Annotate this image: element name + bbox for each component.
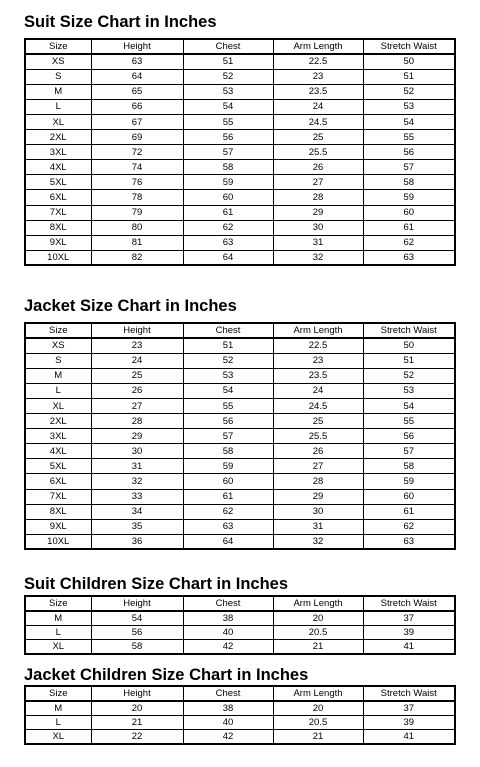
cell-size: 8XL — [25, 504, 91, 519]
cell-stretch-waist: 37 — [363, 611, 455, 626]
column-header-size: Size — [25, 323, 91, 338]
column-header-size: Size — [25, 39, 91, 54]
cell-size: 2XL — [25, 130, 91, 145]
cell-stretch-waist: 39 — [363, 625, 455, 640]
cell-height: 67 — [91, 114, 183, 129]
cell-arm-length: 24.5 — [273, 398, 363, 413]
cell-height: 78 — [91, 190, 183, 205]
cell-height: 26 — [91, 383, 183, 398]
cell-size: M — [25, 611, 91, 626]
cell-size: 7XL — [25, 489, 91, 504]
cell-arm-length: 32 — [273, 534, 363, 549]
cell-chest: 55 — [183, 114, 273, 129]
cell-size: M — [25, 701, 91, 716]
cell-stretch-waist: 52 — [363, 84, 455, 99]
jacket-children-size-table — [24, 685, 456, 745]
column-header-chest: Chest — [183, 596, 273, 611]
column-header-stretch-waist: Stretch Waist — [363, 686, 455, 701]
cell-chest: 62 — [183, 220, 273, 235]
table-header-row — [25, 323, 455, 338]
cell-chest: 64 — [183, 250, 273, 265]
cell-arm-length: 27 — [273, 459, 363, 474]
cell-chest: 60 — [183, 474, 273, 489]
cell-arm-length: 20.5 — [273, 625, 363, 640]
cell-size: XL — [25, 730, 91, 745]
table-row — [25, 205, 455, 220]
cell-size: M — [25, 84, 91, 99]
column-header-chest: Chest — [183, 323, 273, 338]
cell-height: 29 — [91, 429, 183, 444]
cell-size: L — [25, 715, 91, 730]
cell-height: 79 — [91, 205, 183, 220]
table-row — [25, 611, 455, 626]
table-row — [25, 383, 455, 398]
cell-size: S — [25, 353, 91, 368]
cell-height: 21 — [91, 715, 183, 730]
cell-arm-length: 24 — [273, 383, 363, 398]
column-header-stretch-waist: Stretch Waist — [363, 323, 455, 338]
cell-stretch-waist: 41 — [363, 640, 455, 655]
cell-height: 32 — [91, 474, 183, 489]
cell-size: 6XL — [25, 474, 91, 489]
table-row — [25, 489, 455, 504]
table-row — [25, 99, 455, 114]
table-row — [25, 220, 455, 235]
cell-height: 33 — [91, 489, 183, 504]
cell-chest: 57 — [183, 145, 273, 160]
table-row — [25, 459, 455, 474]
cell-stretch-waist: 58 — [363, 175, 455, 190]
cell-chest: 63 — [183, 519, 273, 534]
cell-arm-length: 25.5 — [273, 145, 363, 160]
column-header-chest: Chest — [183, 39, 273, 54]
column-header-arm-length: Arm Length — [273, 596, 363, 611]
cell-arm-length: 20 — [273, 701, 363, 716]
jacket-chart-title: Jacket Size Chart in Inches — [24, 297, 237, 315]
cell-height: 58 — [91, 640, 183, 655]
cell-height: 23 — [91, 338, 183, 353]
cell-size: M — [25, 368, 91, 383]
cell-height: 63 — [91, 54, 183, 69]
cell-chest: 51 — [183, 54, 273, 69]
cell-chest: 61 — [183, 205, 273, 220]
table-row — [25, 145, 455, 160]
table-row — [25, 701, 455, 716]
cell-stretch-waist: 53 — [363, 383, 455, 398]
column-header-height: Height — [91, 39, 183, 54]
suit-chart-title: Suit Size Chart in Inches — [24, 13, 217, 31]
table-row — [25, 534, 455, 549]
cell-arm-length: 30 — [273, 220, 363, 235]
cell-arm-length: 23 — [273, 353, 363, 368]
table-row — [25, 235, 455, 250]
cell-arm-length: 23 — [273, 69, 363, 84]
cell-height: 56 — [91, 625, 183, 640]
cell-height: 25 — [91, 368, 183, 383]
cell-height: 81 — [91, 235, 183, 250]
cell-stretch-waist: 61 — [363, 504, 455, 519]
cell-height: 20 — [91, 701, 183, 716]
column-header-chest: Chest — [183, 686, 273, 701]
cell-size: L — [25, 625, 91, 640]
table-row — [25, 69, 455, 84]
table-row — [25, 398, 455, 413]
table-row — [25, 504, 455, 519]
column-header-stretch-waist: Stretch Waist — [363, 39, 455, 54]
cell-arm-length: 31 — [273, 519, 363, 534]
cell-size: 10XL — [25, 534, 91, 549]
cell-stretch-waist: 62 — [363, 519, 455, 534]
cell-arm-length: 23.5 — [273, 368, 363, 383]
cell-height: 66 — [91, 99, 183, 114]
table-row — [25, 625, 455, 640]
cell-size: S — [25, 69, 91, 84]
cell-stretch-waist: 39 — [363, 715, 455, 730]
cell-arm-length: 21 — [273, 640, 363, 655]
cell-arm-length: 30 — [273, 504, 363, 519]
cell-size: XL — [25, 398, 91, 413]
cell-stretch-waist: 51 — [363, 353, 455, 368]
table-row — [25, 250, 455, 265]
cell-chest: 52 — [183, 353, 273, 368]
cell-height: 69 — [91, 130, 183, 145]
jacket-size-table — [24, 322, 456, 550]
cell-size: 4XL — [25, 444, 91, 459]
column-header-arm-length: Arm Length — [273, 323, 363, 338]
cell-size: 2XL — [25, 414, 91, 429]
cell-arm-length: 22.5 — [273, 54, 363, 69]
table-header-row — [25, 596, 455, 611]
cell-arm-length: 28 — [273, 474, 363, 489]
cell-arm-length: 29 — [273, 489, 363, 504]
cell-size: XL — [25, 640, 91, 655]
cell-arm-length: 21 — [273, 730, 363, 745]
cell-arm-length: 32 — [273, 250, 363, 265]
cell-stretch-waist: 59 — [363, 474, 455, 489]
column-header-arm-length: Arm Length — [273, 39, 363, 54]
cell-stretch-waist: 50 — [363, 338, 455, 353]
cell-arm-length: 25 — [273, 130, 363, 145]
cell-arm-length: 29 — [273, 205, 363, 220]
cell-chest: 40 — [183, 625, 273, 640]
column-header-height: Height — [91, 596, 183, 611]
cell-arm-length: 22.5 — [273, 338, 363, 353]
table-row — [25, 715, 455, 730]
table-header-row — [25, 39, 455, 54]
cell-stretch-waist: 59 — [363, 190, 455, 205]
table-row — [25, 640, 455, 655]
cell-size: L — [25, 383, 91, 398]
cell-size: 5XL — [25, 175, 91, 190]
cell-height: 36 — [91, 534, 183, 549]
cell-chest: 42 — [183, 730, 273, 745]
cell-height: 28 — [91, 414, 183, 429]
cell-stretch-waist: 57 — [363, 160, 455, 175]
table-header-row — [25, 686, 455, 701]
cell-arm-length: 20 — [273, 611, 363, 626]
cell-chest: 53 — [183, 368, 273, 383]
cell-chest: 59 — [183, 459, 273, 474]
cell-stretch-waist: 50 — [363, 54, 455, 69]
cell-stretch-waist: 56 — [363, 429, 455, 444]
cell-height: 27 — [91, 398, 183, 413]
cell-arm-length: 26 — [273, 160, 363, 175]
column-header-arm-length: Arm Length — [273, 686, 363, 701]
cell-size: 10XL — [25, 250, 91, 265]
table-row — [25, 353, 455, 368]
suit-children-size-table — [24, 595, 456, 655]
cell-size: 5XL — [25, 459, 91, 474]
cell-arm-length: 28 — [273, 190, 363, 205]
cell-stretch-waist: 60 — [363, 205, 455, 220]
column-header-size: Size — [25, 686, 91, 701]
cell-height: 76 — [91, 175, 183, 190]
cell-height: 65 — [91, 84, 183, 99]
table-row — [25, 160, 455, 175]
cell-chest: 57 — [183, 429, 273, 444]
column-header-size: Size — [25, 596, 91, 611]
cell-height: 74 — [91, 160, 183, 175]
cell-chest: 38 — [183, 701, 273, 716]
column-header-stretch-waist: Stretch Waist — [363, 596, 455, 611]
cell-size: 3XL — [25, 145, 91, 160]
table-row — [25, 368, 455, 383]
cell-arm-length: 25.5 — [273, 429, 363, 444]
column-header-height: Height — [91, 686, 183, 701]
cell-arm-length: 25 — [273, 414, 363, 429]
table-row — [25, 474, 455, 489]
cell-arm-length: 20.5 — [273, 715, 363, 730]
cell-chest: 60 — [183, 190, 273, 205]
cell-height: 80 — [91, 220, 183, 235]
cell-arm-length: 24.5 — [273, 114, 363, 129]
cell-size: 4XL — [25, 160, 91, 175]
cell-height: 31 — [91, 459, 183, 474]
table-row — [25, 414, 455, 429]
cell-stretch-waist: 60 — [363, 489, 455, 504]
cell-size: XL — [25, 114, 91, 129]
cell-stretch-waist: 55 — [363, 130, 455, 145]
cell-stretch-waist: 61 — [363, 220, 455, 235]
cell-chest: 38 — [183, 611, 273, 626]
cell-size: 3XL — [25, 429, 91, 444]
cell-height: 64 — [91, 69, 183, 84]
table-row — [25, 175, 455, 190]
suit-children-chart-title: Suit Children Size Chart in Inches — [24, 575, 289, 593]
cell-arm-length: 31 — [273, 235, 363, 250]
cell-arm-length: 26 — [273, 444, 363, 459]
table-row — [25, 84, 455, 99]
table-row — [25, 429, 455, 444]
column-header-height: Height — [91, 323, 183, 338]
cell-arm-length: 27 — [273, 175, 363, 190]
cell-height: 54 — [91, 611, 183, 626]
cell-stretch-waist: 58 — [363, 459, 455, 474]
jacket-children-chart-title: Jacket Children Size Chart in Inches — [24, 666, 309, 684]
cell-arm-length: 23.5 — [273, 84, 363, 99]
cell-size: 9XL — [25, 519, 91, 534]
cell-height: 72 — [91, 145, 183, 160]
cell-chest: 53 — [183, 84, 273, 99]
cell-chest: 62 — [183, 504, 273, 519]
cell-size: 9XL — [25, 235, 91, 250]
suit-size-table — [24, 38, 456, 266]
cell-height: 22 — [91, 730, 183, 745]
table-row — [25, 444, 455, 459]
cell-chest: 59 — [183, 175, 273, 190]
cell-stretch-waist: 37 — [363, 701, 455, 716]
cell-height: 34 — [91, 504, 183, 519]
cell-height: 30 — [91, 444, 183, 459]
cell-size: L — [25, 99, 91, 114]
cell-chest: 64 — [183, 534, 273, 549]
cell-chest: 40 — [183, 715, 273, 730]
cell-chest: 54 — [183, 383, 273, 398]
cell-stretch-waist: 41 — [363, 730, 455, 745]
cell-chest: 55 — [183, 398, 273, 413]
cell-stretch-waist: 54 — [363, 398, 455, 413]
cell-stretch-waist: 54 — [363, 114, 455, 129]
cell-size: 7XL — [25, 205, 91, 220]
cell-chest: 56 — [183, 130, 273, 145]
cell-chest: 63 — [183, 235, 273, 250]
cell-stretch-waist: 63 — [363, 250, 455, 265]
cell-stretch-waist: 62 — [363, 235, 455, 250]
cell-chest: 58 — [183, 444, 273, 459]
cell-height: 82 — [91, 250, 183, 265]
table-row — [25, 54, 455, 69]
table-row — [25, 519, 455, 534]
cell-chest: 52 — [183, 69, 273, 84]
table-row — [25, 190, 455, 205]
cell-stretch-waist: 51 — [363, 69, 455, 84]
table-row — [25, 730, 455, 745]
cell-size: XS — [25, 54, 91, 69]
cell-chest: 42 — [183, 640, 273, 655]
cell-chest: 56 — [183, 414, 273, 429]
cell-height: 35 — [91, 519, 183, 534]
cell-size: 6XL — [25, 190, 91, 205]
table-row — [25, 338, 455, 353]
cell-stretch-waist: 55 — [363, 414, 455, 429]
table-row — [25, 130, 455, 145]
cell-height: 24 — [91, 353, 183, 368]
cell-arm-length: 24 — [273, 99, 363, 114]
cell-chest: 51 — [183, 338, 273, 353]
cell-stretch-waist: 52 — [363, 368, 455, 383]
cell-size: XS — [25, 338, 91, 353]
cell-stretch-waist: 56 — [363, 145, 455, 160]
cell-size: 8XL — [25, 220, 91, 235]
cell-chest: 58 — [183, 160, 273, 175]
cell-chest: 54 — [183, 99, 273, 114]
table-row — [25, 114, 455, 129]
cell-stretch-waist: 53 — [363, 99, 455, 114]
cell-stretch-waist: 63 — [363, 534, 455, 549]
cell-chest: 61 — [183, 489, 273, 504]
cell-stretch-waist: 57 — [363, 444, 455, 459]
